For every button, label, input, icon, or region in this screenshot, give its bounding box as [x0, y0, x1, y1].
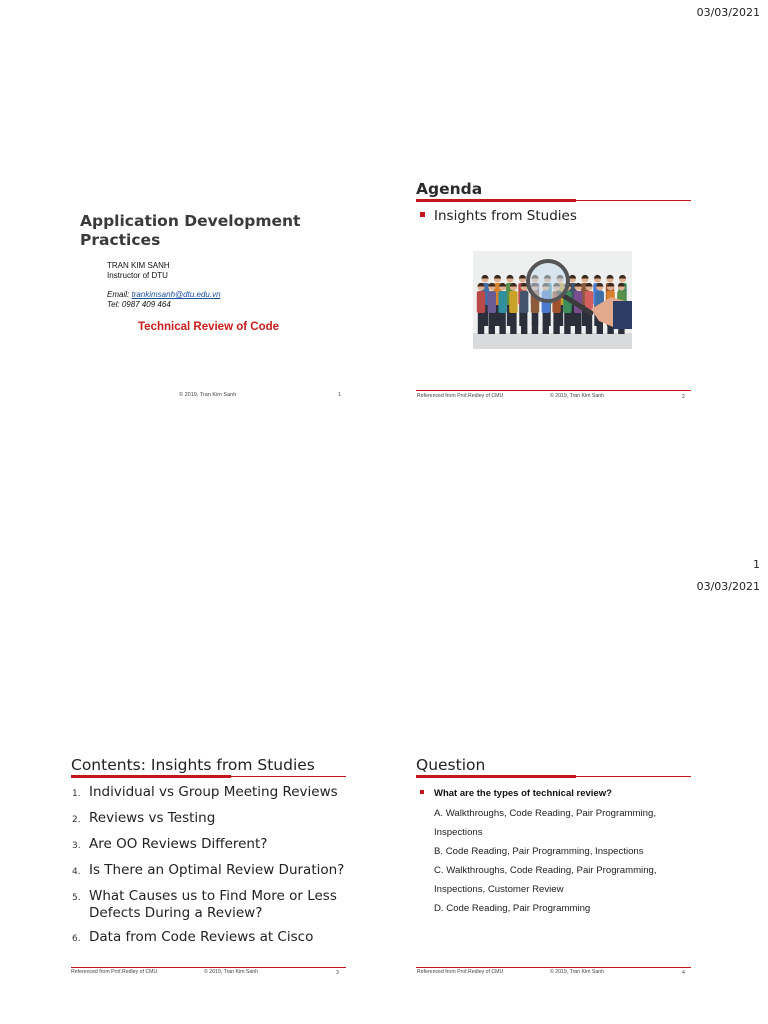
page-date: 03/03/2021 — [696, 580, 760, 593]
answer-option: D. Code Reading, Pair Programming — [434, 903, 591, 914]
agenda-item-label: Insights from Studies — [434, 208, 577, 224]
agenda-item — [420, 208, 577, 224]
list-item: 2. Reviews vs Testing — [72, 810, 216, 826]
answer-option: C. Walkthroughs, Code Reading, Pair Programming, Inspections, Customer Review — [434, 865, 657, 895]
list-item: 4. Is There an Optimal Review Duration? — [72, 862, 345, 878]
author-name: TRAN KIM SANH — [107, 261, 170, 270]
answer-option: A. Walkthroughs, Code Reading, Pair Programming, Inspections — [434, 808, 657, 838]
answer-options — [434, 804, 694, 918]
slide1-title: Application Development Practices — [80, 212, 301, 249]
footer-rule — [416, 390, 691, 391]
question-text: What are the types of technical review? — [420, 788, 612, 799]
author-role: Instructor of DTU — [107, 271, 168, 280]
slide1-footer: © 2019, Tran Kim Sanh — [179, 392, 237, 398]
slide2-number: 2 — [682, 394, 685, 400]
footer-rule — [416, 967, 691, 968]
slide1-contact-block — [107, 290, 221, 309]
answer-option: B. Code Reading, Pair Programming, Inspections — [434, 846, 644, 857]
bullet-square-icon — [420, 790, 424, 794]
page-number: 1 — [753, 558, 760, 571]
tel-text: Tel: 0987 409 464 — [107, 299, 171, 309]
footer-rule — [71, 967, 346, 968]
title-underline — [71, 776, 346, 777]
email-label: Email: — [107, 290, 132, 299]
title-underline — [416, 200, 691, 201]
slide3-footer-copy: © 2019, Tran Kim Sanh — [204, 969, 258, 975]
slide3-title: Contents: Insights from Studies — [71, 756, 315, 774]
slide3-number: 3 — [336, 970, 339, 976]
slide2-footer-ref: Referenced from Prof.Redley of CMU — [417, 393, 504, 399]
crowd-magnifier-icon — [473, 251, 632, 349]
list-item: 1. Individual vs Group Meeting Reviews — [72, 784, 338, 800]
bullet-square-icon — [420, 212, 425, 217]
slide4-footer-copy: © 2019, Tran Kim Sanh — [550, 969, 604, 975]
slide1-number: 1 — [338, 392, 342, 398]
slide4-number: 4 — [682, 970, 685, 976]
slide1-author-block — [107, 261, 170, 281]
list-item: 6. Data from Code Reviews at Cisco — [72, 929, 314, 945]
slide2-footer-copy: © 2019, Tran Kim Sanh — [550, 393, 604, 399]
slide3-footer-ref: Referenced from Prof.Redley of CMU — [71, 969, 158, 975]
list-item: 5. What Causes us to Find More or Less Defects During a Review? — [72, 888, 337, 921]
email-link[interactable]: trankimsanh@dtu.edu.vn — [131, 290, 221, 299]
slide1-subtitle: Technical Review of Code — [138, 321, 280, 333]
contents-list — [72, 784, 362, 955]
list-item: 3. Are OO Reviews Different? — [72, 836, 268, 852]
slide4-footer-ref: Referenced from Prof.Redley of CMU — [417, 969, 504, 975]
slide2-title: Agenda — [416, 180, 483, 198]
slide4-title: Question — [416, 756, 486, 774]
page-date: 03/03/2021 — [696, 6, 760, 19]
title-underline — [416, 776, 691, 777]
